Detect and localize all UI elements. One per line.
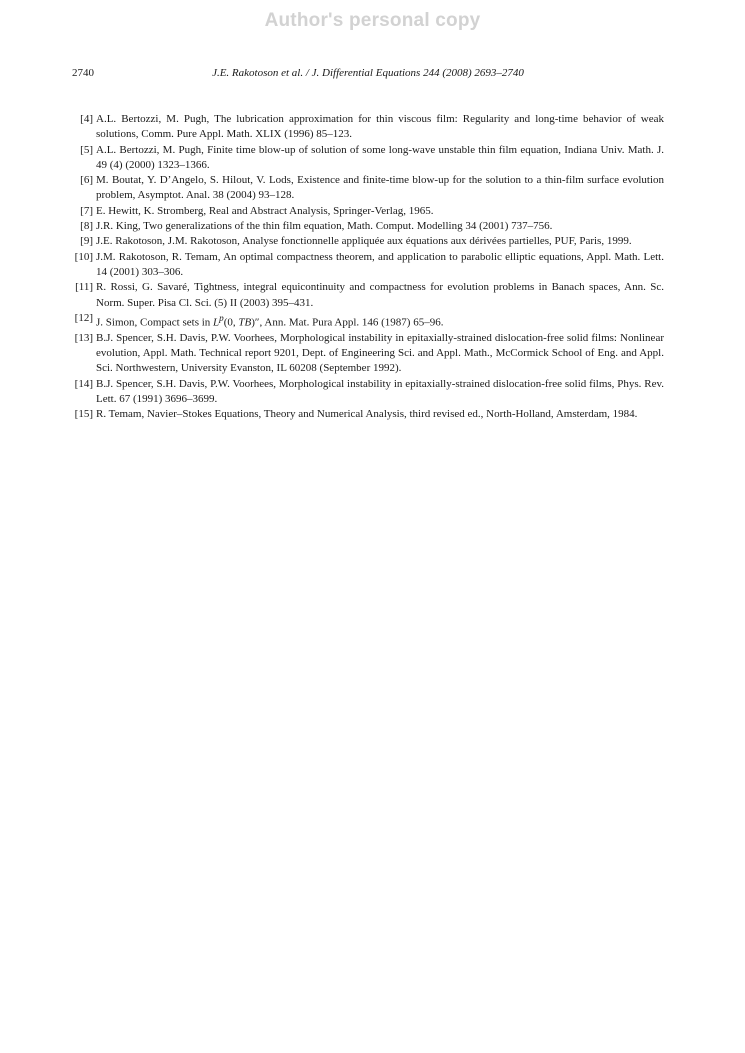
watermark: Author's personal copy: [264, 10, 481, 31]
reference-item: [72, 280, 664, 311]
reference-text: E. Hewitt, K. Stromberg, Real and Abstract Analysis, Springer-Verlag, 1965.: [96, 204, 434, 217]
reference-item: [72, 112, 664, 143]
reference-number: [5]: [80, 143, 93, 156]
reference-item: [72, 234, 664, 249]
reference-list: [72, 112, 664, 423]
reference-number: [11]: [75, 281, 93, 294]
reference-text: B.J. Spencer, S.H. Davis, P.W. Voorhees, Morphological instability in epitaxially-strained dislocation-free solid films, Phys. Rev. Lett. 67 (1991) 3696–3699.: [96, 377, 664, 405]
reference-item: [72, 377, 664, 408]
math-close: )″: [251, 316, 260, 329]
reference-text: J.R. King, Two generalizations of the thin film equation, Math. Comput. Modelling 34 (2001) 737–756.: [96, 220, 553, 233]
reference-item: [72, 250, 664, 281]
reference-number: [9]: [80, 235, 93, 248]
reference-number: [6]: [80, 174, 93, 187]
math-symbol-t: T: [238, 316, 245, 329]
reference-number: [8]: [80, 220, 93, 233]
reference-item: [72, 219, 664, 234]
reference-item: [72, 143, 664, 174]
reference-text: R. Temam, Navier–Stokes Equations, Theory and Numerical Analysis, third revised ed., North-Holland, Amsterdam, 1984.: [96, 408, 638, 421]
reference-number: [13]: [74, 331, 93, 344]
reference-item: [72, 173, 664, 204]
reference-text: M. Boutat, Y. D’Angelo, S. Hilout, V. Lods, Existence and finite-time blow-up for the solution to a thin-film surface evolution problem, Asymptot. Anal. 38 (2004) 93–128.: [96, 174, 664, 202]
reference-number: [12]: [74, 311, 93, 324]
reference-number: [7]: [80, 204, 93, 217]
reference-text: A.L. Bertozzi, M. Pugh, Finite time blow-up of solution of some long-wave unstable thin film equation, Indiana Univ. Math. J. 49 (4) (2000) 1323–1366.: [96, 143, 664, 171]
reference-item: [72, 407, 664, 422]
reference-number: [15]: [74, 408, 93, 421]
reference-text: [96, 311, 664, 331]
reference-item: [72, 311, 664, 331]
reference-text: B.J. Spencer, S.H. Davis, P.W. Voorhees, Morphological instability in epitaxially-strained dislocation-free solid films: Nonlinear evolution, Appl. Math. Technical report 9201, Dept. of Engineering Sci. and Appl. Math., McCormick School of Eng. and Appl. Sci. Northwestern, University Evanston, IL 60208 (September 1992).: [96, 331, 664, 375]
reference-number: [10]: [74, 250, 93, 263]
reference-text-start: J. Simon, Compact sets in: [96, 316, 214, 329]
math-symbol-l: L: [213, 316, 220, 329]
reference-item: [72, 204, 664, 219]
reference-item: [72, 331, 664, 377]
reference-number: [14]: [74, 377, 93, 390]
running-head: [72, 67, 664, 81]
page-number: 2740: [72, 67, 94, 79]
reference-text: J.M. Rakotoson, R. Temam, An optimal compactness theorem, and application to parabolic elliptic equations, Appl. Math. Lett. 14 (2001) 303–306.: [96, 250, 664, 278]
running-title: J.E. Rakotoson et al. / J. Differential Equations 244 (2008) 2693–2740: [212, 67, 524, 79]
math-args: (0,: [223, 316, 239, 329]
reference-text: R. Rossi, G. Savaré, Tightness, integral equicontinuity and compactness for evolution problems in Banach spaces, Ann. Sc. Norm. Super. Pisa Cl. Sci. (5) II (2003) 395–431.: [96, 281, 664, 309]
reference-text: J.E. Rakotoson, J.M. Rakotoson, Analyse fonctionnelle appliquée aux équations aux dérivées partielles, PUF, Paris, 1999.: [96, 235, 632, 248]
math-superscript-p: p: [219, 312, 224, 323]
reference-text: A.L. Bertozzi, M. Pugh, The lubrication approximation for thin viscous film: Regularity and long-time behavior of weak solutions, Comm. Pure Appl. Math. XLIX (1996) 85–123.: [96, 113, 664, 141]
reference-number: [4]: [80, 113, 93, 125]
reference-text-end: , Ann. Mat. Pura Appl. 146 (1987) 65–96.: [259, 316, 444, 329]
math-symbol-b: B: [244, 316, 252, 329]
